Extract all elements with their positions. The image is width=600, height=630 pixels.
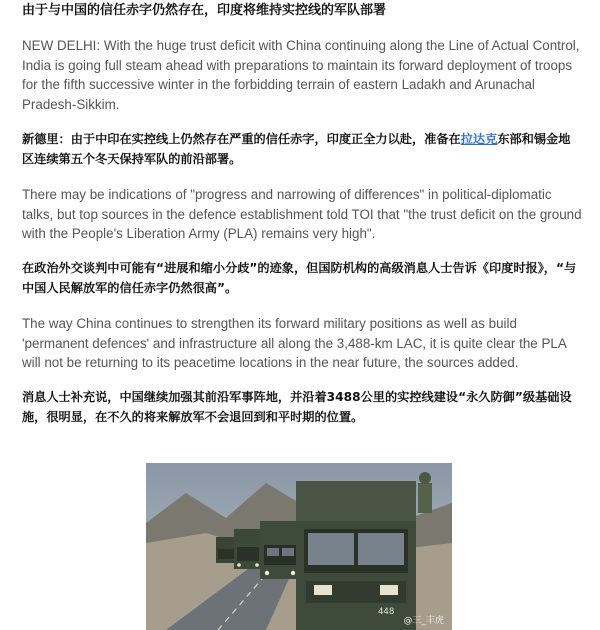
paragraph-1-chinese-text-start: 新德里：由于中印在实控线上仍然存在严重的信任赤字，印度正全力以赴，准备在 [22,132,461,146]
paragraph-1-english: NEW DELHI: With the huge trust deficit with China continuing along the Line of Actual Control, India is going full steam ahead with preparations to maintain its forward deployment of troops for the fifth successive winter in the forbidding terrain of eastern Ladakh and Arunachal Pradesh-Sikkim. [22,38,580,112]
paragraph-3-chinese: 消息人士补充说，中国继续加强其前沿军事阵地，并沿着3488公里的实控线建设“永久防御”级基础设施，很明显，在不久的将来解放军不会退回到和平时期的位置。 [22,390,572,424]
watermark-label: @三_丰虎 [403,616,444,626]
paragraph-1-chinese-text-end: 东部和锡金地区连续第五个冬天保持军队的前沿部署。 [22,132,571,166]
ladakh-link[interactable]: 拉达克 [460,132,498,146]
soldier [418,472,432,513]
paragraph-2-chinese: 在政治外交谈判中可能有“进展和缩小分歧”的迹象，但国防机构的高级消息人士告诉《印度时报》，“与中国人民解放军的信任赤字仍然很高”。 [22,261,577,295]
truck-front [296,481,416,630]
paragraph-1-chinese [22,130,578,169]
military-trucks-photo [146,463,452,630]
article-title: 由于与中国的信任赤字仍然存在，印度将维持实控线的军队部署 [22,3,387,18]
paragraph-3-english: The way China continues to strengthen its forward military positions as well as build 'permanent defences' and infrastructure all along the 3,488-km LAC, it is quite clear the PLA will not be returning to its peacetime locations in the near future, the sources added. [22,316,567,371]
photo-illustration [146,463,452,630]
paragraph-2-english: There may be indications of "progress and narrowing of differences" in political-diplomatic talks, but top sources in the defence establishment told TOI that "the trust deficit on the ground with the People's Liberation Army (PLA) remains very high". [22,187,582,242]
truck-plate: 448 [378,607,395,617]
truck-mid-1 [234,529,262,569]
truck-mid-2 [260,521,300,579]
